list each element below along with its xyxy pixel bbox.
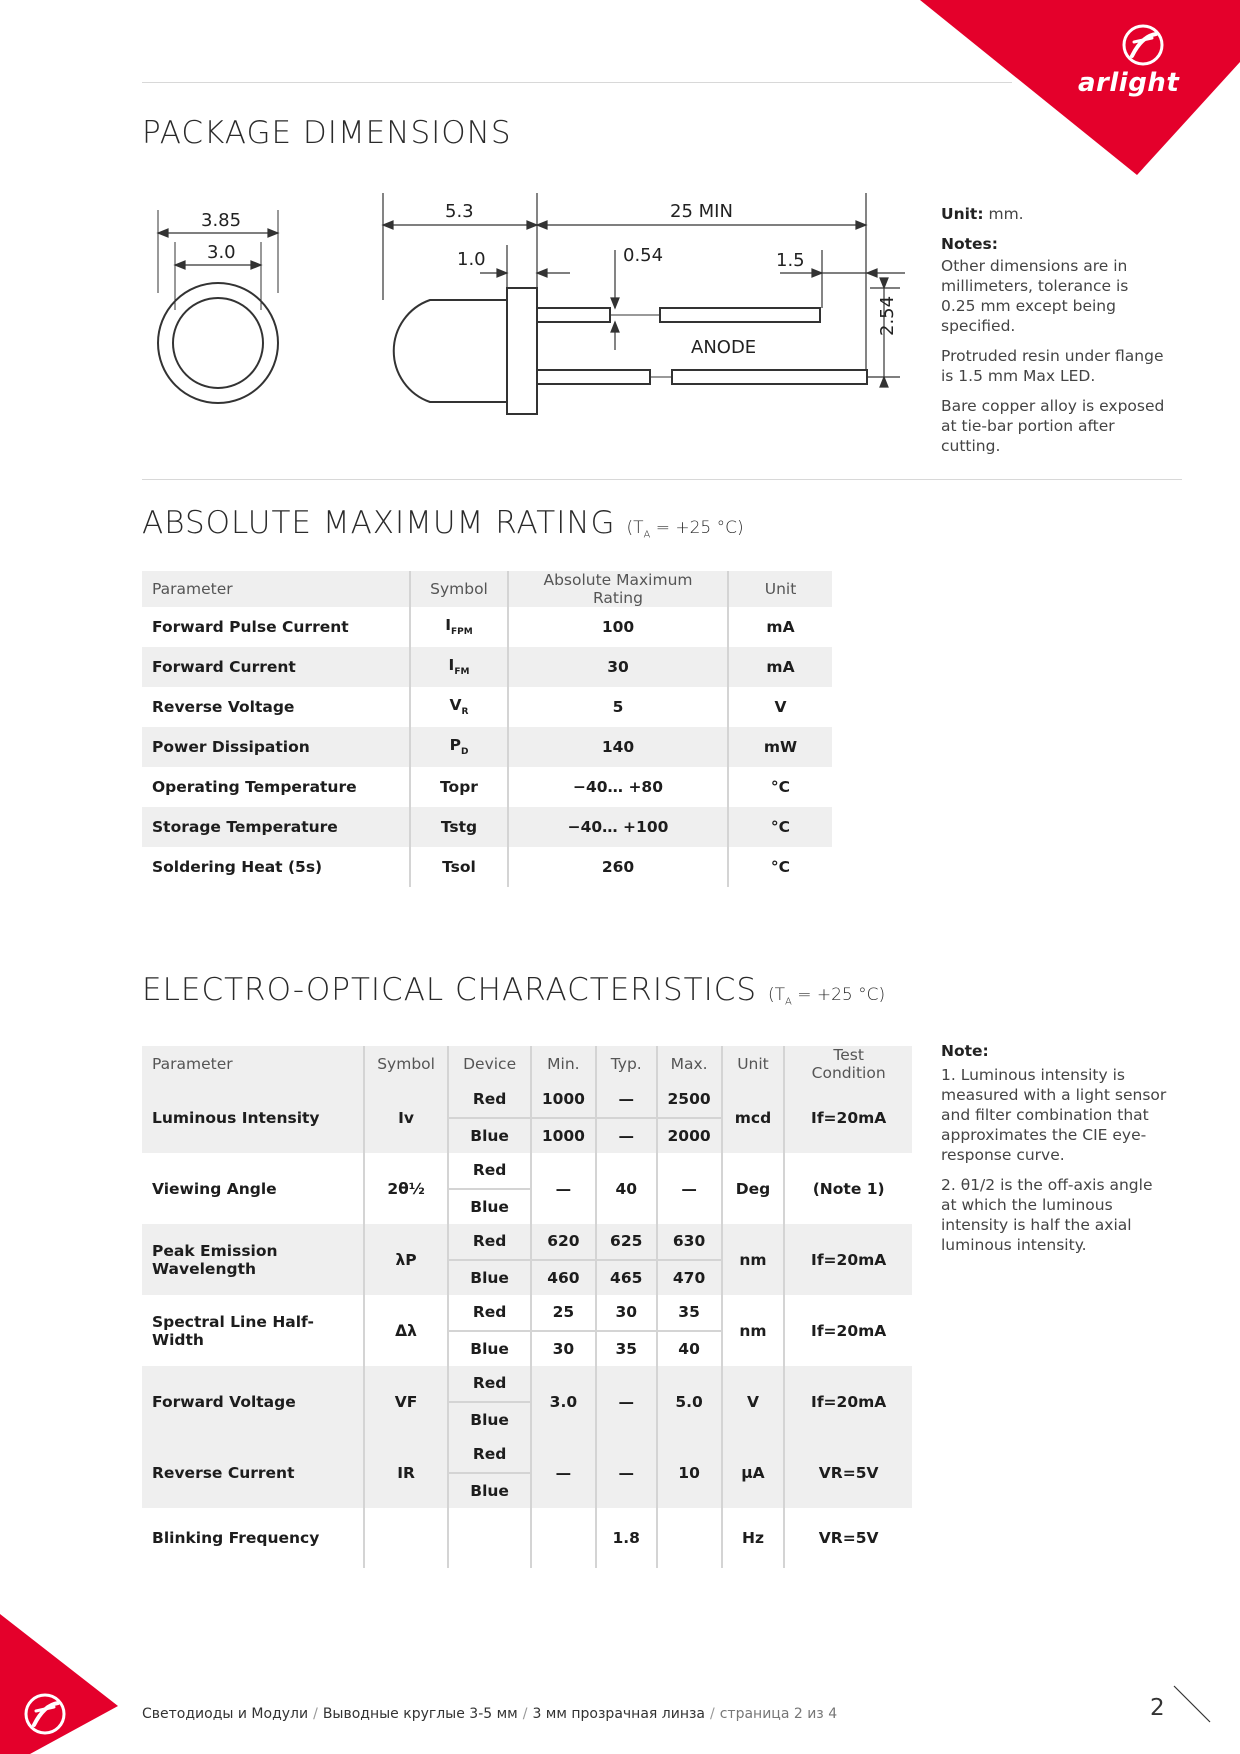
amr-value: 140 (508, 727, 728, 767)
table-row (142, 807, 832, 847)
brand-logo-text: arlight (1078, 68, 1180, 98)
eo-col-symbol: Symbol (364, 1046, 449, 1082)
amr-col-parameter: Parameter (142, 571, 410, 607)
dim-lead-min: 25 MIN (670, 201, 733, 222)
amr-title (142, 505, 744, 541)
amr-param: Storage Temperature (142, 807, 410, 847)
eo-device: Red (448, 1437, 530, 1473)
amr-title-text: ABSOLUTE MAXIMUM RATING (142, 505, 616, 541)
section-divider-1 (142, 479, 1182, 480)
amr-condition: ($T_A = +25$ °C) (626, 518, 744, 541)
amr-param: Reverse Voltage (152, 698, 295, 716)
eo-device: Red (448, 1366, 530, 1402)
eo-unit: nm (722, 1295, 785, 1366)
amr-symbol: $I_{FM}$ (410, 647, 508, 687)
table-row (142, 1153, 912, 1189)
table-row (142, 1366, 912, 1402)
amr-col-rating: Absolute Maximum Rating (508, 571, 728, 607)
eo-min: 460 (531, 1260, 596, 1296)
amr-unit: V (728, 687, 832, 727)
eo-min: 1000 (531, 1118, 596, 1154)
eo-cond: VR=5V (784, 1508, 912, 1568)
breadcrumb-separator: / (710, 1706, 715, 1722)
eo-max: 40 (657, 1331, 722, 1367)
package-dimensions-title: PACKAGE DIMENSIONS (142, 115, 512, 151)
eo-col-parameter: Parameter (142, 1046, 364, 1082)
eo-max (657, 1508, 722, 1568)
amr-symbol: $V_R$ (410, 687, 508, 727)
amr-symbol: Topr (410, 767, 508, 807)
amr-col-symbol: Symbol (410, 571, 508, 607)
amr-unit: °C (728, 847, 832, 887)
table-row (142, 1295, 912, 1331)
eo-symbol: Iv (364, 1082, 449, 1153)
unit-label: Unit: (941, 205, 984, 223)
amr-header-row (142, 571, 832, 607)
eo-note-2: 2. θ1/2 is the off-axis angle at which the luminous intensity is half the axial luminous intensity. (941, 1176, 1153, 1254)
eo-device: Red (448, 1295, 530, 1331)
amr-value: 100 (508, 607, 728, 647)
eo-table (142, 1046, 912, 1568)
table-row (142, 1224, 912, 1260)
eo-col-unit: Unit (722, 1046, 785, 1082)
eo-typ: — (596, 1118, 657, 1154)
eo-symbol: VF (364, 1366, 449, 1437)
eo-typ: — (596, 1082, 657, 1118)
amr-param: Soldering Heat (5s) (152, 858, 323, 876)
eo-col-max: Max. (657, 1046, 722, 1082)
amr-param: Forward Pulse Current (152, 618, 349, 636)
table-row (142, 727, 832, 767)
eo-condition: ($T_A = +25$ °C) (767, 985, 886, 1008)
eo-param: Spectral Line Half-Width (152, 1312, 314, 1349)
eo-device: Red (448, 1082, 530, 1118)
eo-max: — (657, 1153, 722, 1224)
table-row (142, 1082, 912, 1118)
eo-device: Blue (448, 1331, 530, 1367)
amr-unit: mA (728, 647, 832, 687)
amr-symbol: Tsol (410, 847, 508, 887)
eo-min: — (531, 1437, 596, 1508)
eo-unit: nm (722, 1224, 785, 1295)
breadcrumb-item[interactable]: Выводные круглые 3-5 мм (322, 1706, 518, 1722)
eo-typ: 465 (596, 1260, 657, 1296)
eo-max: 5.0 (657, 1366, 722, 1437)
amr-value: −40… +80 (508, 767, 728, 807)
amr-unit: mW (728, 727, 832, 767)
package-note-1: Other dimensions are in millimeters, tolerance is 0.25 mm except being specified. (941, 257, 1129, 335)
eo-symbol: λP (364, 1224, 449, 1295)
eo-device: Blue (448, 1260, 530, 1296)
unit-value: mm. (983, 205, 1024, 223)
eo-cond: If=20mA (784, 1224, 912, 1295)
package-drawing (140, 190, 920, 420)
amr-param: Operating Temperature (152, 778, 357, 796)
eo-unit: μA (722, 1437, 785, 1508)
eo-max: 470 (657, 1260, 722, 1296)
top-divider (142, 82, 1012, 83)
amr-value: 5 (508, 687, 728, 727)
eo-max: 2000 (657, 1118, 722, 1154)
eo-unit: Hz (722, 1508, 785, 1568)
eo-typ: 35 (596, 1331, 657, 1367)
eo-device: Blue (448, 1402, 530, 1438)
package-note-2: Protruded resin under flange is 1.5 mm Max LED. (941, 347, 1164, 385)
dim-lead-width: 0.54 (623, 245, 664, 266)
eo-param: Forward Voltage (142, 1366, 364, 1437)
eo-col-min: Min. (531, 1046, 596, 1082)
eo-typ: — (596, 1366, 657, 1437)
page-number: 2 (1150, 1695, 1165, 1721)
amr-symbol: $I_{FPM}$ (410, 607, 508, 647)
table-row (142, 847, 832, 887)
eo-typ: 30 (596, 1295, 657, 1331)
eo-param: Luminous Intensity (142, 1082, 364, 1153)
dim-outer-diameter: 3.85 (201, 210, 242, 231)
amr-param: Forward Current (142, 647, 410, 687)
footer-brand-corner (0, 1614, 120, 1754)
eo-min: 620 (531, 1224, 596, 1260)
breadcrumb-separator: / (313, 1706, 318, 1722)
unit-line (941, 204, 1166, 224)
page-corner-slash-icon (1172, 1684, 1212, 1724)
table-row (142, 647, 832, 687)
eo-min: 3.0 (531, 1366, 596, 1437)
table-row (142, 687, 832, 727)
eo-min: 30 (531, 1331, 596, 1367)
eo-min: 1000 (531, 1082, 596, 1118)
eo-cond: VR=5V (784, 1437, 912, 1508)
footer-breadcrumb (142, 1706, 837, 1722)
eo-cond: If=20mA (784, 1295, 912, 1366)
eo-max: 10 (657, 1437, 722, 1508)
eo-device: Red (448, 1153, 530, 1189)
eo-note-title: Note: (941, 1042, 989, 1060)
eo-unit: mcd (722, 1082, 785, 1153)
eo-header-row (142, 1046, 912, 1082)
breadcrumb-item[interactable]: 3 мм прозрачная линза (532, 1706, 705, 1722)
eo-device (448, 1508, 530, 1568)
eo-symbol: Δλ (364, 1295, 449, 1366)
eo-col-test-condition: Test Condition (784, 1046, 912, 1082)
eo-symbol: IR (364, 1437, 449, 1508)
eo-device: Blue (448, 1189, 530, 1225)
eo-max: 35 (657, 1295, 722, 1331)
eo-param: Blinking Frequency (152, 1529, 320, 1547)
eo-device: Blue (448, 1118, 530, 1154)
dim-body-length: 5.3 (445, 201, 474, 222)
amr-value: 30 (508, 647, 728, 687)
eo-col-device: Device (448, 1046, 530, 1082)
eo-typ: 625 (596, 1224, 657, 1260)
eo-param: Peak Emission Wavelength (142, 1224, 364, 1295)
amr-unit: °C (728, 767, 832, 807)
eo-device: Red (448, 1224, 530, 1260)
eo-param: Reverse Current (142, 1437, 364, 1508)
eo-min: — (531, 1153, 596, 1224)
eo-title (142, 972, 885, 1008)
eo-typ: — (596, 1437, 657, 1508)
breadcrumb-separator: / (522, 1706, 528, 1722)
eo-cond: If=20mA (784, 1082, 912, 1153)
eo-device: Blue (448, 1473, 530, 1509)
eo-symbol (364, 1508, 449, 1568)
breadcrumb-item[interactable]: Светодиоды и Модули (142, 1706, 309, 1722)
amr-unit: °C (728, 807, 832, 847)
eo-cond: If=20mA (784, 1366, 912, 1437)
amr-symbol: Tstg (410, 807, 508, 847)
eo-min: 25 (531, 1295, 596, 1331)
eo-typ: 40 (596, 1153, 657, 1224)
page-label: страница 2 из 4 (719, 1706, 838, 1722)
table-row (142, 1437, 912, 1473)
anode-label: ANODE (691, 337, 757, 358)
package-note-3: Bare copper alloy is exposed at tie-bar portion after cutting. (941, 397, 1165, 455)
notes-title: Notes: (941, 235, 998, 253)
eo-typ: 1.8 (596, 1508, 657, 1568)
amr-value: −40… +100 (508, 807, 728, 847)
eo-notes (941, 1041, 1171, 1265)
eo-col-typ: Typ. (596, 1046, 657, 1082)
eo-param: Viewing Angle (152, 1179, 277, 1198)
amr-param: Power Dissipation (142, 727, 410, 767)
eo-min (531, 1508, 596, 1568)
dim-inner-diameter: 3.0 (207, 242, 236, 263)
eo-title-text: ELECTRO-OPTICAL CHARACTERISTICS (142, 972, 758, 1008)
dim-lead-pitch: 2.54 (877, 295, 898, 336)
eo-unit: V (722, 1366, 785, 1437)
table-row (142, 607, 832, 647)
eo-note-1: 1. Luminous intensity is measured with a light sensor and filter combination that approximates the CIE eye-response curve. (941, 1066, 1167, 1164)
package-notes (941, 204, 1166, 466)
table-row (142, 1508, 912, 1568)
amr-value: 260 (508, 847, 728, 887)
amr-symbol: $P_D$ (410, 727, 508, 767)
amr-table (142, 571, 832, 887)
dim-flange: 1.0 (457, 249, 486, 270)
eo-cond: (Note 1) (784, 1153, 912, 1224)
amr-col-unit: Unit (728, 571, 832, 607)
eo-symbol: 2θ½ (364, 1153, 449, 1224)
eo-unit: Deg (722, 1153, 785, 1224)
dim-lead-end: 1.5 (776, 250, 805, 271)
amr-unit: mA (728, 607, 832, 647)
table-row (142, 767, 832, 807)
eo-max: 2500 (657, 1082, 722, 1118)
eo-max: 630 (657, 1224, 722, 1260)
